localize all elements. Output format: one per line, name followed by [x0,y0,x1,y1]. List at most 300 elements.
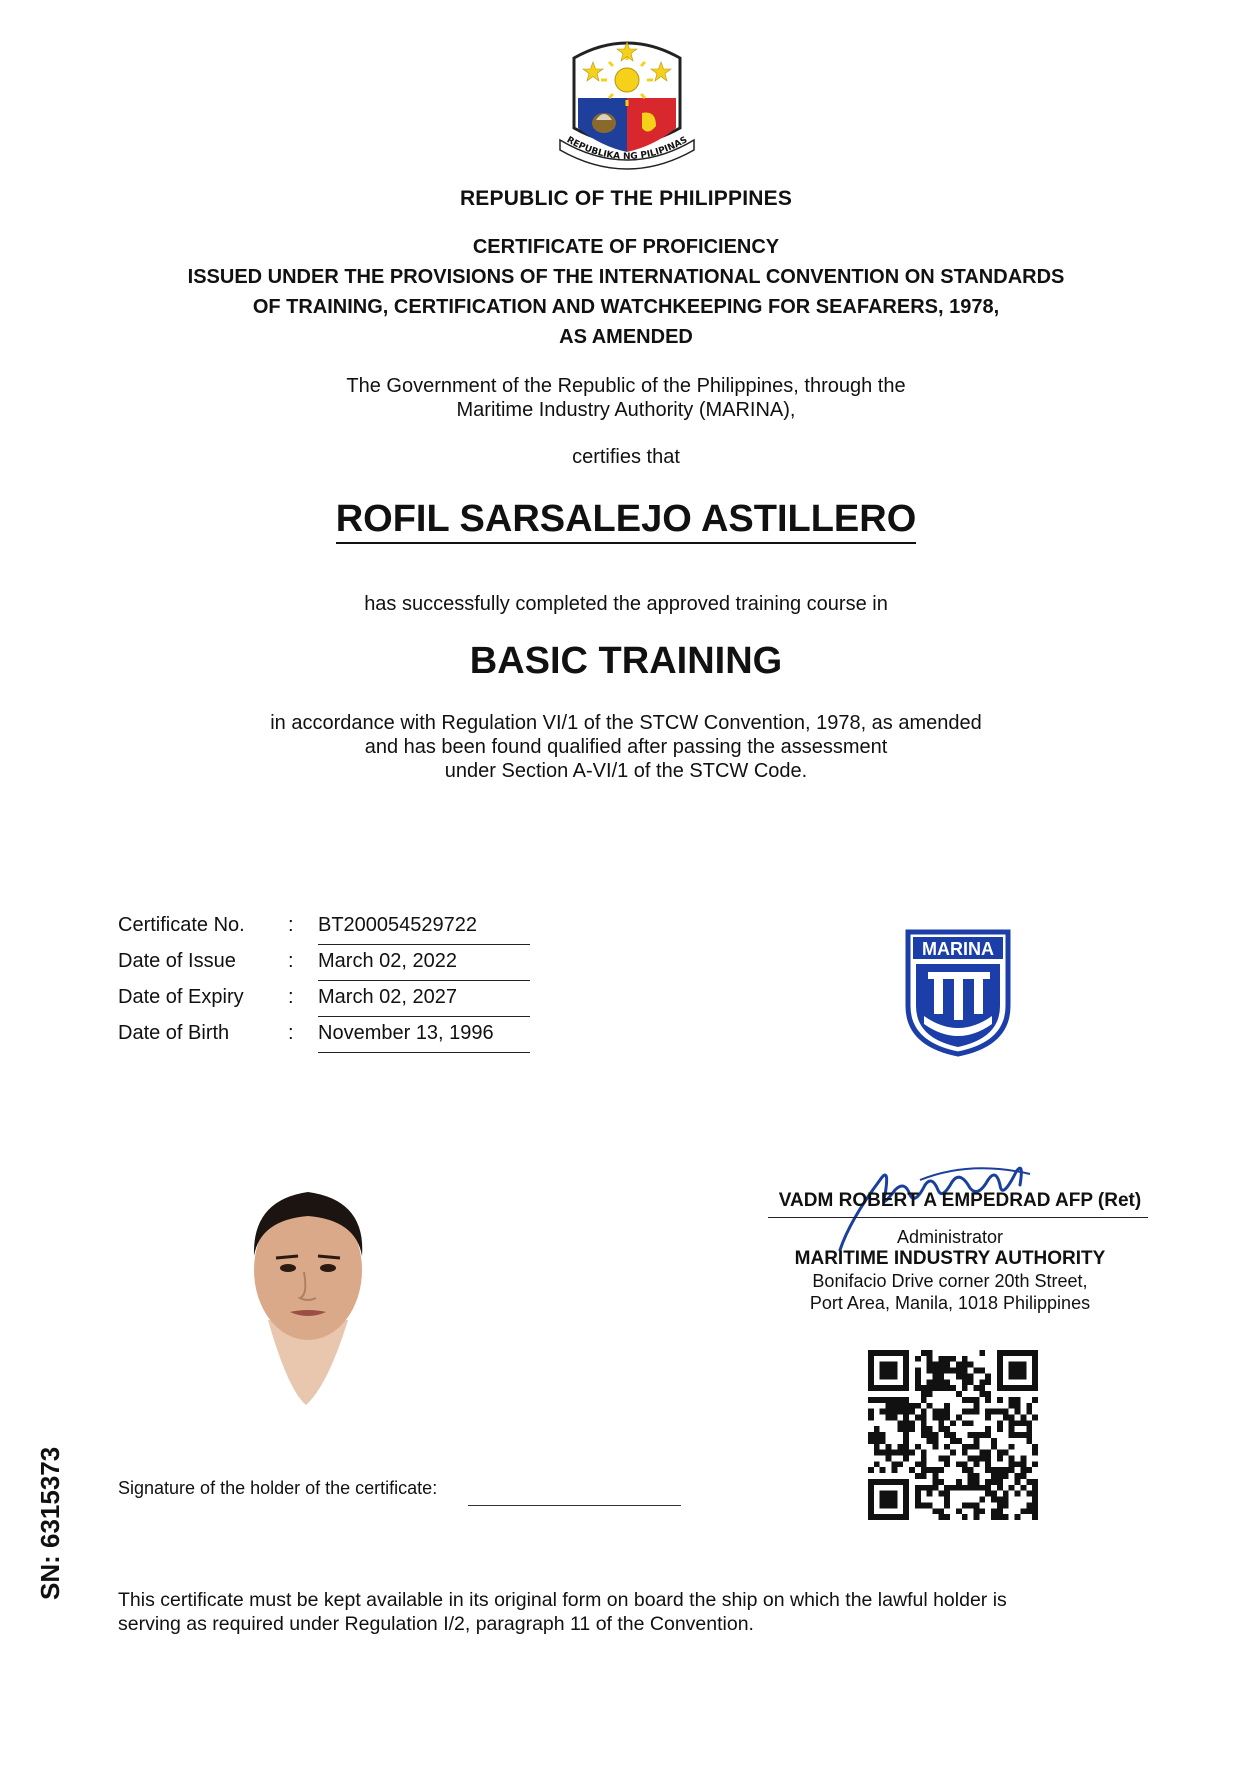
qr-module [927,1403,933,1409]
detail-value: March 02, 2027 [318,986,457,1008]
qr-module [891,1414,897,1420]
qr-module [903,1403,909,1409]
qr-module [1015,1461,1021,1467]
government-statement [0,374,1252,422]
qr-module [974,1403,980,1409]
qr-module [886,1414,892,1420]
completed-text: has successfully completed the approved training course in [364,593,888,615]
qr-module [1020,1456,1026,1462]
qr-module [962,1362,968,1368]
qr-module [962,1379,968,1385]
qr-module [1032,1502,1038,1508]
qr-module [962,1368,968,1374]
qr-module [897,1403,903,1409]
qr-module [944,1414,950,1420]
qr-module [1020,1485,1026,1491]
qr-module [997,1479,1003,1485]
qr-module [979,1450,985,1456]
coat-of-arms-seal [552,28,702,183]
qr-module [974,1461,980,1467]
qr-module [979,1497,985,1503]
qr-module [927,1491,933,1497]
qr-module [938,1426,944,1432]
qr-module [962,1397,968,1403]
qr-module [874,1426,880,1432]
qr-module [979,1385,985,1391]
detail-label: Date of Expiry [118,986,244,1008]
qr-module [950,1438,956,1444]
qr-module [1026,1502,1032,1508]
qr-module [903,1432,909,1438]
qr-module [997,1456,1003,1462]
qr-module [997,1508,1003,1514]
qr-module [944,1409,950,1415]
qr-module [1032,1485,1038,1491]
qr-module [962,1514,968,1520]
qr-module [944,1502,950,1508]
qr-module [968,1502,974,1508]
qr-module [944,1403,950,1409]
qr-module [985,1414,991,1420]
qr-module [938,1362,944,1368]
qr-module [874,1450,880,1456]
qr-module [1015,1473,1021,1479]
qr-module [974,1508,980,1514]
qr-module [1032,1479,1038,1485]
qr-module [985,1432,991,1438]
qr-module [962,1444,968,1450]
qr-module [874,1432,880,1438]
qr-module [944,1444,950,1450]
qr-module [974,1485,980,1491]
qr-module [1026,1403,1032,1409]
detail-colon: : [288,950,294,972]
qr-module [880,1438,886,1444]
qr-module [974,1479,980,1485]
qr-module [915,1356,921,1362]
qr-module [962,1373,968,1379]
qr-module [1009,1456,1015,1462]
qr-module [944,1368,950,1374]
qr-module [921,1432,927,1438]
qr-module [1026,1479,1032,1485]
qr-module [991,1409,997,1415]
qr-module [1032,1450,1038,1456]
qr-module [968,1456,974,1462]
qr-module [1003,1514,1009,1520]
government-line: Maritime Industry Authority (MARINA), [456,399,796,421]
qr-module [880,1432,886,1438]
qr-finder-pattern [1009,1362,1027,1380]
detail-label: Date of Birth [118,1022,230,1044]
qr-module [915,1497,921,1503]
qr-module [868,1467,874,1473]
qr-module [1020,1461,1026,1467]
qr-module [956,1373,962,1379]
qr-module [932,1368,938,1374]
qr-module [968,1479,974,1485]
holder-name-text: ROFIL SARSALEJO ASTILLERO [336,498,917,544]
qr-module [886,1450,892,1456]
qr-module [1009,1403,1015,1409]
qr-module [1015,1397,1021,1403]
qr-module [962,1385,968,1391]
qr-module [950,1385,956,1391]
qr-module [1032,1491,1038,1497]
qr-module [968,1379,974,1385]
qr-module [921,1467,927,1473]
detail-colon: : [288,1022,294,1044]
detail-row-date-of-expiry [118,980,538,1016]
qr-module [1015,1479,1021,1485]
qr-module [974,1397,980,1403]
qr-finder-pattern [880,1491,898,1509]
qr-module [979,1350,985,1356]
qr-module [932,1479,938,1485]
qr-module [915,1444,921,1450]
qr-module [962,1420,968,1426]
qr-module [974,1368,980,1374]
footer-line: This certificate must be kept available in its original form on board the ship on which the lawful holder is [118,1589,1007,1611]
qr-module [932,1467,938,1473]
certificate-title-line: CERTIFICATE OF PROFICIENCY [472,236,780,258]
qr-module [979,1456,985,1462]
qr-module [921,1450,927,1456]
qr-module [1015,1514,1021,1520]
qr-module [950,1368,956,1374]
qr-module [921,1397,927,1403]
qr-module [932,1438,938,1444]
qr-module [997,1420,1003,1426]
detail-underline [318,1052,530,1053]
qr-module [1020,1508,1026,1514]
qr-module [944,1456,950,1462]
qr-module [938,1491,944,1497]
qr-module [1015,1409,1021,1415]
qr-module [932,1373,938,1379]
qr-module [891,1409,897,1415]
qr-module [1009,1414,1015,1420]
qr-module [985,1379,991,1385]
detail-label: Date of Issue [118,950,236,972]
qr-module [979,1508,985,1514]
qr-module [915,1502,921,1508]
qr-module [938,1514,944,1520]
qr-module [985,1485,991,1491]
qr-module [938,1379,944,1385]
qr-module [891,1467,897,1473]
qr-module [868,1438,874,1444]
qr-module [915,1414,921,1420]
qr-module [968,1473,974,1479]
qr-module [944,1514,950,1520]
qr-module [991,1438,997,1444]
qr-module [903,1409,909,1415]
qr-module [880,1397,886,1403]
qr-module [897,1450,903,1456]
qr-module [956,1391,962,1397]
qr-module [927,1368,933,1374]
qr-module [985,1491,991,1497]
qr-module [985,1426,991,1432]
qr-module [927,1391,933,1397]
qr-module [956,1479,962,1485]
qr-module [968,1409,974,1415]
qr-module [927,1467,933,1473]
qr-module [903,1456,909,1462]
qr-module [868,1414,874,1420]
qr-module [1032,1514,1038,1520]
qr-module [997,1497,1003,1503]
qr-module [1020,1467,1026,1473]
qr-module [1032,1508,1038,1514]
qr-module [915,1373,921,1379]
qr-module [915,1485,921,1491]
qr-module [897,1397,903,1403]
qr-module [1026,1426,1032,1432]
qr-module [1015,1491,1021,1497]
certificate-title-line: AS AMENDED [559,326,693,348]
qr-module [962,1461,968,1467]
qr-module [932,1385,938,1391]
qr-module [985,1461,991,1467]
qr-module [1015,1403,1021,1409]
qr-module [915,1368,921,1374]
qr-module [915,1403,921,1409]
qr-module [1009,1432,1015,1438]
qr-module [962,1502,968,1508]
qr-module [932,1473,938,1479]
qr-module [968,1420,974,1426]
qr-module [897,1409,903,1415]
qr-module [956,1414,962,1420]
qr-module [921,1485,927,1491]
qr-module [1009,1444,1015,1450]
qr-module [1003,1414,1009,1420]
qr-module [903,1438,909,1444]
qr-module [874,1438,880,1444]
qr-module [974,1473,980,1479]
qr-module [938,1467,944,1473]
qr-module [950,1420,956,1426]
qr-module [903,1426,909,1432]
holder-photo [228,1160,388,1410]
serial-number-text: SN: 6315373 [35,1446,65,1600]
qr-module [997,1514,1003,1520]
certificate-details [118,908,538,1052]
qr-module [927,1432,933,1438]
certifies-text: certifies that [572,446,680,468]
qr-module [997,1426,1003,1432]
qr-module [1009,1461,1015,1467]
course-title: BASIC TRAINING [469,640,783,682]
qr-module [979,1432,985,1438]
svg-text:REPUBLIKA NG PILIPINAS: REPUBLIKA NG PILIPINAS [564,135,690,163]
qr-module [991,1467,997,1473]
qr-module [915,1379,921,1385]
signatory-organization: MARITIME INDUSTRY AUTHORITY [794,1248,1106,1269]
detail-row-date-of-issue [118,944,538,980]
detail-colon: : [288,986,294,1008]
qr-module [991,1479,997,1485]
qr-module [997,1409,1003,1415]
qr-module [1026,1438,1032,1444]
qr-module [997,1450,1003,1456]
qr-module [1032,1414,1038,1420]
qr-module [897,1444,903,1450]
qr-module [927,1502,933,1508]
qr-module [909,1403,915,1409]
qr-module [962,1450,968,1456]
qr-module [868,1397,874,1403]
qr-module [921,1409,927,1415]
qr-module [968,1432,974,1438]
qr-module [897,1420,903,1426]
detail-value: November 13, 1996 [318,1022,494,1044]
qr-module [1003,1502,1009,1508]
signatory-address-line: Port Area, Manila, 1018 Philippines [809,1293,1091,1313]
qr-module [921,1391,927,1397]
qr-module [962,1467,968,1473]
qr-module [1020,1432,1026,1438]
signature-line [768,1217,1148,1218]
qr-module [968,1373,974,1379]
qr-module [1026,1467,1032,1473]
qr-module [985,1397,991,1403]
qr-module [1015,1432,1021,1438]
qr-module [897,1461,903,1467]
qr-module [974,1438,980,1444]
regulation-statement [0,711,1252,783]
qr-module [979,1368,985,1374]
marina-logo [904,928,1012,1058]
qr-module [903,1444,909,1450]
qr-module [968,1467,974,1473]
qr-module [932,1379,938,1385]
qr-module [991,1497,997,1503]
qr-module [909,1426,915,1432]
qr-module [1003,1450,1009,1456]
holder-signature-label: Signature of the holder of the certificate: [118,1478,438,1498]
qr-module [997,1467,1003,1473]
signatory-name: VADM ROBERT A EMPEDRAD AFP (Ret) [778,1190,1142,1211]
holder-signature-line [468,1505,681,1506]
qr-finder-pattern [880,1362,898,1380]
qr-module [1009,1426,1015,1432]
qr-module [915,1491,921,1497]
qr-module [903,1450,909,1456]
qr-module [921,1456,927,1462]
certificate-title-line: OF TRAINING, CERTIFICATION AND WATCHKEEPING FOR SEAFARERS, 1978, [252,296,1000,318]
marina-logo-text: MARINA [922,939,994,959]
qr-module [886,1397,892,1403]
certificate-title-line: ISSUED UNDER THE PROVISIONS OF THE INTERNATIONAL CONVENTION ON STANDARDS [187,266,1065,288]
qr-module [938,1508,944,1514]
qr-module [991,1491,997,1497]
qr-module [1026,1432,1032,1438]
qr-module [985,1467,991,1473]
qr-module [909,1450,915,1456]
qr-module [1020,1473,1026,1479]
qr-module [944,1461,950,1467]
qr-module [1003,1491,1009,1497]
qr-module [1009,1467,1015,1473]
signatory-block [740,1226,1160,1314]
qr-module [1009,1420,1015,1426]
qr-module [938,1373,944,1379]
qr-module [950,1450,956,1456]
qr-module [956,1368,962,1374]
qr-module [944,1485,950,1491]
qr-module [944,1385,950,1391]
qr-module [927,1426,933,1432]
qr-module [927,1362,933,1368]
qr-module [979,1379,985,1385]
qr-module [1032,1397,1038,1403]
qr-module [1009,1397,1015,1403]
qr-module [921,1420,927,1426]
qr-module [997,1397,1003,1403]
government-line: The Government of the Republic of the Philippines, through the [346,375,906,397]
qr-module [991,1473,997,1479]
qr-module [950,1485,956,1491]
qr-module [944,1497,950,1503]
certificate-title [0,232,1252,352]
qr-module [1003,1467,1009,1473]
qr-module [944,1432,950,1438]
qr-module [874,1397,880,1403]
qr-module [868,1409,874,1415]
qr-module [932,1362,938,1368]
qr-module [1003,1497,1009,1503]
qr-module [927,1350,933,1356]
detail-colon: : [288,914,294,936]
regulation-line: and has been found qualified after passing the assessment [364,736,888,758]
qr-module [1003,1409,1009,1415]
qr-module [962,1409,968,1415]
qr-module [991,1444,997,1450]
qr-module [891,1461,897,1467]
regulation-line: under Section A-VI/1 of the STCW Code. [444,760,808,782]
qr-module [974,1409,980,1415]
qr-module [968,1444,974,1450]
qr-module [880,1409,886,1415]
qr-module [932,1409,938,1415]
qr-module [974,1444,980,1450]
qr-module [1009,1485,1015,1491]
qr-module [897,1426,903,1432]
qr-module [974,1385,980,1391]
qr-module [903,1414,909,1420]
qr-module [985,1373,991,1379]
qr-module [956,1438,962,1444]
qr-module [985,1409,991,1415]
qr-module [932,1444,938,1450]
qr-module [938,1414,944,1420]
regulation-line: in accordance with Regulation VI/1 of the STCW Convention, 1978, as amended [270,712,982,734]
qr-module [921,1426,927,1432]
qr-module [938,1368,944,1374]
qr-module [874,1461,880,1467]
qr-module [974,1456,980,1462]
detail-row-certificate-no [118,908,538,944]
qr-module [944,1426,950,1432]
qr-module [997,1502,1003,1508]
detail-value: March 02, 2022 [318,950,457,972]
qr-module [950,1356,956,1362]
qr-module [985,1450,991,1456]
qr-module [979,1391,985,1397]
